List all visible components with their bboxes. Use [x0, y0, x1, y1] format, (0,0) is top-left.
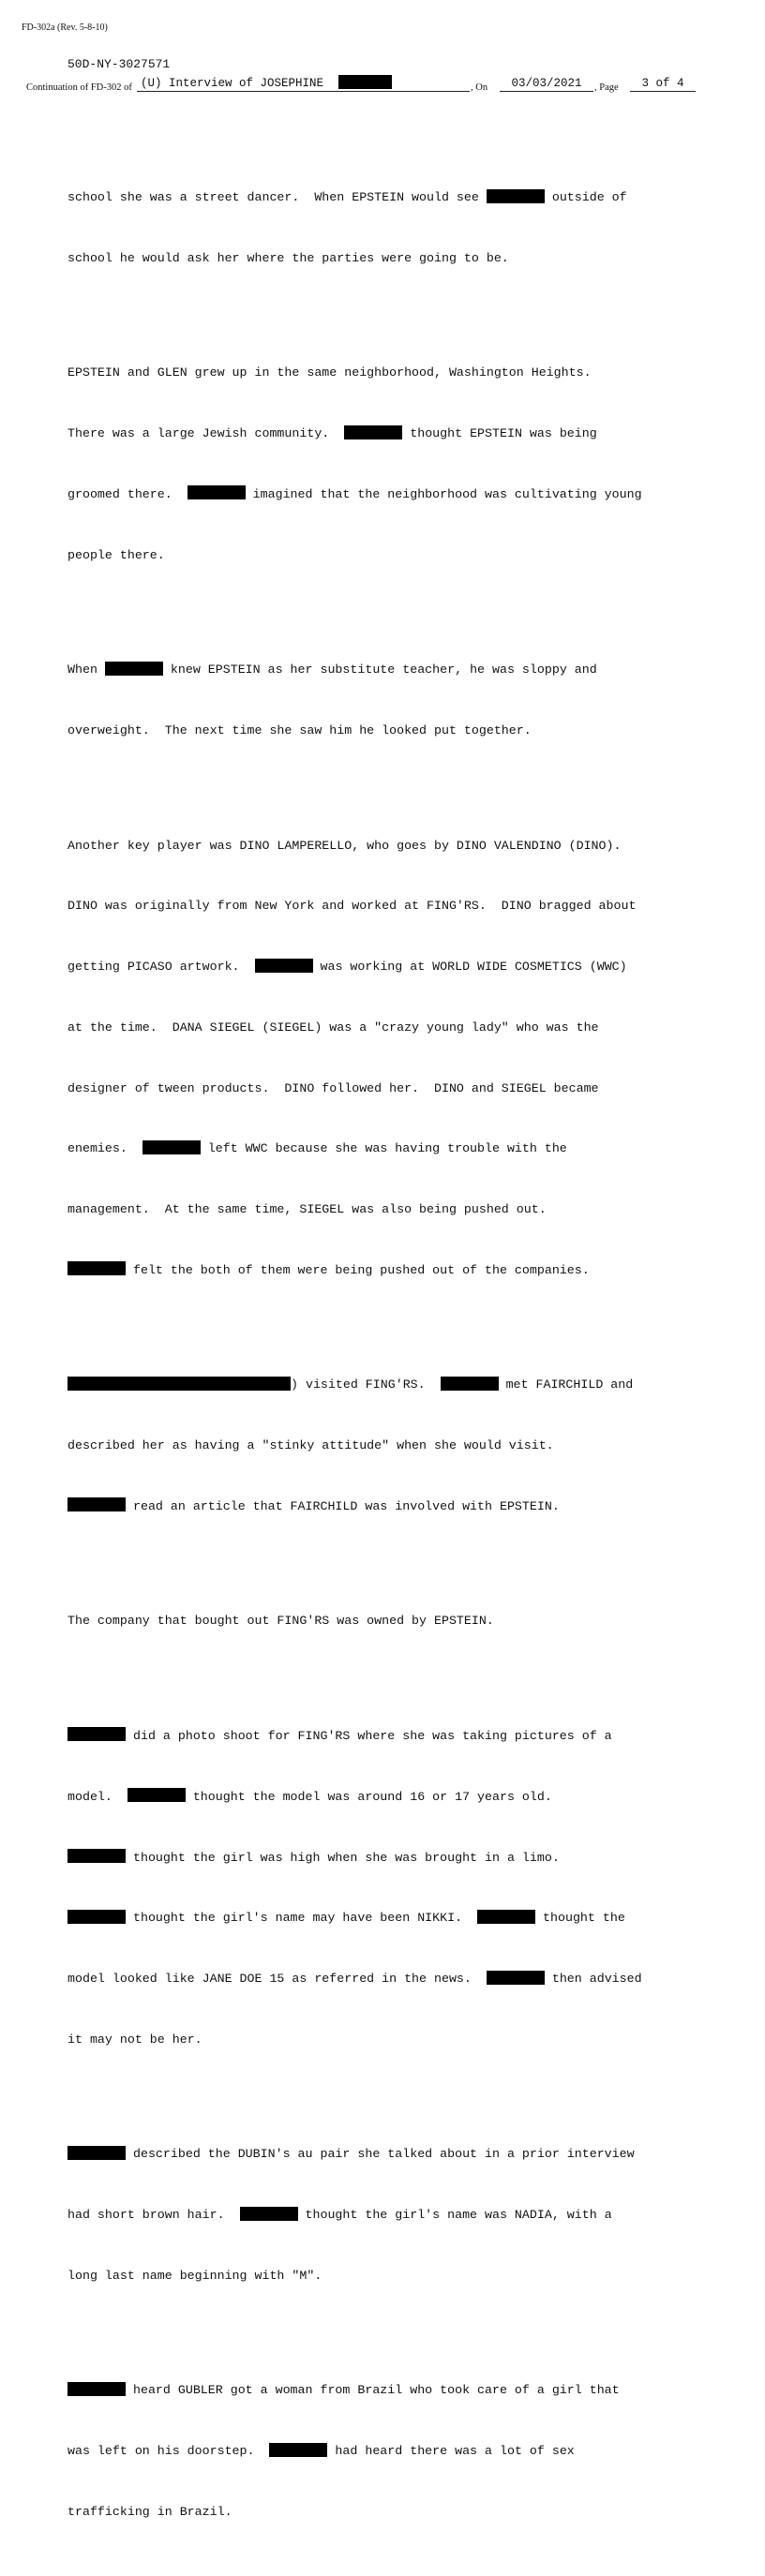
text-line: management. At the same time, SIEGEL was also being pushed out. [68, 1202, 547, 1217]
text-segment: left WWC because she was having trouble with the [200, 1141, 567, 1156]
redaction-box [188, 485, 246, 499]
continuation-row [26, 77, 758, 96]
text-segment: met FAIRCHILD and [498, 1377, 634, 1392]
paragraph [68, 1686, 705, 2091]
text-line [68, 957, 705, 977]
redaction-box [68, 1849, 126, 1863]
text-segment: model looked like JANE DOE 15 as referred in the news. [68, 1972, 487, 1987]
text-segment: read an article that FAIRCHILD was involved with EPSTEIN. [126, 1499, 560, 1513]
text-segment: imagined that the neighborhood was cultivating young [245, 487, 642, 501]
text-line: trafficking in Brazil. [68, 2504, 232, 2519]
text-line [68, 1908, 705, 1928]
redaction-box [68, 2146, 126, 2160]
paragraph [68, 1571, 705, 1672]
text-segment: getting PICASO artwork. [68, 960, 255, 975]
redaction-box [68, 2382, 126, 2396]
page-field: 3 of 4 [630, 77, 696, 92]
paragraph [68, 795, 705, 1320]
text-line [68, 1848, 705, 1869]
text-line: DINO was originally from New York and worked at FING'RS. DINO bragged about [68, 899, 637, 914]
text-line: EPSTEIN and GLEN grew up in the same neighborhood, Washington Heights. [68, 365, 592, 380]
redaction-box [68, 1727, 126, 1741]
redaction-box [269, 2443, 327, 2457]
text-segment: described the DUBIN's au pair she talked about in a prior interview [126, 2147, 635, 2162]
text-segment: thought the model was around 16 or 17 years old. [185, 1789, 552, 1804]
text-line: described her as having a "stinky attitude" when she would visit. [68, 1438, 554, 1453]
redaction-box [487, 189, 545, 203]
redaction-box [487, 1971, 545, 1985]
date-field: 03/03/2021 [500, 77, 593, 92]
text-segment: had heard there was a lot of sex [327, 2444, 575, 2459]
text-segment: ) visited FING'RS. [291, 1377, 441, 1392]
text-line: school he would ask her where the parties were going to be. [68, 250, 509, 265]
file-number: 50D-NY-3027571 [68, 57, 171, 71]
text-line [68, 2380, 705, 2401]
text-line: overweight. The next time she saw him he looked put together. [68, 723, 532, 738]
text-line [68, 187, 705, 208]
text-line [68, 2205, 705, 2226]
text-segment: school she was a street dancer. When EPSTEIN would see [68, 190, 487, 205]
on-label: , On [471, 82, 488, 93]
text-line: The company that bought out FING'RS was owned by EPSTEIN. [68, 1614, 494, 1629]
text-segment: thought the girl's name was NADIA, with a [297, 2208, 612, 2223]
text-line: at the time. DANA SIEGEL (SIEGEL) was a "crazy young lady" who was the [68, 1020, 599, 1035]
redaction-box [255, 959, 313, 973]
text-segment: had short brown hair. [68, 2208, 240, 2223]
text-segment: was working at WORLD WIDE COSMETICS (WWC) [312, 960, 627, 975]
text-line: people there. [68, 547, 165, 562]
text-segment: then advised [544, 1972, 642, 1987]
text-segment: did a photo shoot for FING'RS where she was taking pictures of a [126, 1728, 612, 1743]
redaction-box [68, 1497, 126, 1511]
redaction-box [240, 2207, 298, 2221]
text-segment: groomed there. [68, 487, 188, 501]
text-line: long last name beginning with "M". [68, 2268, 322, 2283]
paragraph [68, 322, 705, 605]
text-line [68, 1260, 705, 1281]
text-line: Another key player was DINO LAMPERELLO, who goes by DINO VALENDINO (DINO). [68, 838, 622, 853]
text-line [68, 1139, 705, 1159]
redaction-box [142, 1140, 201, 1154]
text-segment: was left on his doorstep. [68, 2444, 270, 2459]
text-line [68, 1787, 705, 1808]
text-line: it may not be her. [68, 2032, 202, 2047]
redaction-box [338, 75, 392, 89]
text-segment: felt the both of them were being pushed out of the companies. [126, 1262, 590, 1277]
redaction-box [441, 1377, 499, 1391]
redaction-box [477, 1910, 535, 1924]
redaction-box [68, 1261, 126, 1275]
text-line [68, 2441, 705, 2462]
text-segment: thought the girl's name may have been NIKKI. [126, 1911, 478, 1926]
text-line [68, 1375, 705, 1395]
subject-field [137, 77, 470, 92]
redaction-box [128, 1788, 186, 1802]
text-segment: thought the [535, 1911, 625, 1926]
text-segment: heard GUBLER got a woman from Brazil who took care of a girl that [126, 2383, 620, 2398]
form-identifier: FD-302a (Rev. 5-8-10) [22, 22, 108, 33]
text-line [68, 1496, 705, 1517]
text-line [68, 484, 705, 505]
redaction-box [105, 662, 163, 676]
text-segment: There was a large Jewish community. [68, 426, 345, 441]
text-segment: When [68, 663, 105, 678]
page-label: , Page [594, 82, 619, 93]
text-segment: outside of [544, 190, 627, 205]
text-line [68, 660, 705, 680]
text-segment: enemies. [68, 1141, 142, 1156]
subject-text: (U) Interview of JOSEPHINE [141, 77, 324, 90]
text-line [68, 1969, 705, 1989]
paragraph [68, 2104, 705, 2327]
text-line [68, 1726, 705, 1747]
continuation-label: Continuation of FD-302 of [26, 82, 132, 93]
paragraph [68, 2340, 705, 2563]
interview-body [68, 147, 705, 2576]
text-line [68, 424, 705, 444]
paragraph [68, 147, 705, 309]
text-segment: thought EPSTEIN was being [402, 426, 597, 441]
redaction-box [68, 1910, 126, 1924]
redaction-box [68, 1377, 291, 1391]
text-segment: knew EPSTEIN as her substitute teacher, he was sloppy and [162, 663, 597, 678]
text-line [68, 2144, 705, 2165]
paragraph [68, 619, 705, 782]
text-segment: model. [68, 1789, 128, 1804]
redaction-box [344, 425, 402, 439]
text-line: designer of tween products. DINO followed her. DINO and SIEGEL became [68, 1080, 599, 1095]
text-segment: thought the girl was high when she was brought in a limo. [126, 1850, 560, 1865]
paragraph [68, 1334, 705, 1557]
